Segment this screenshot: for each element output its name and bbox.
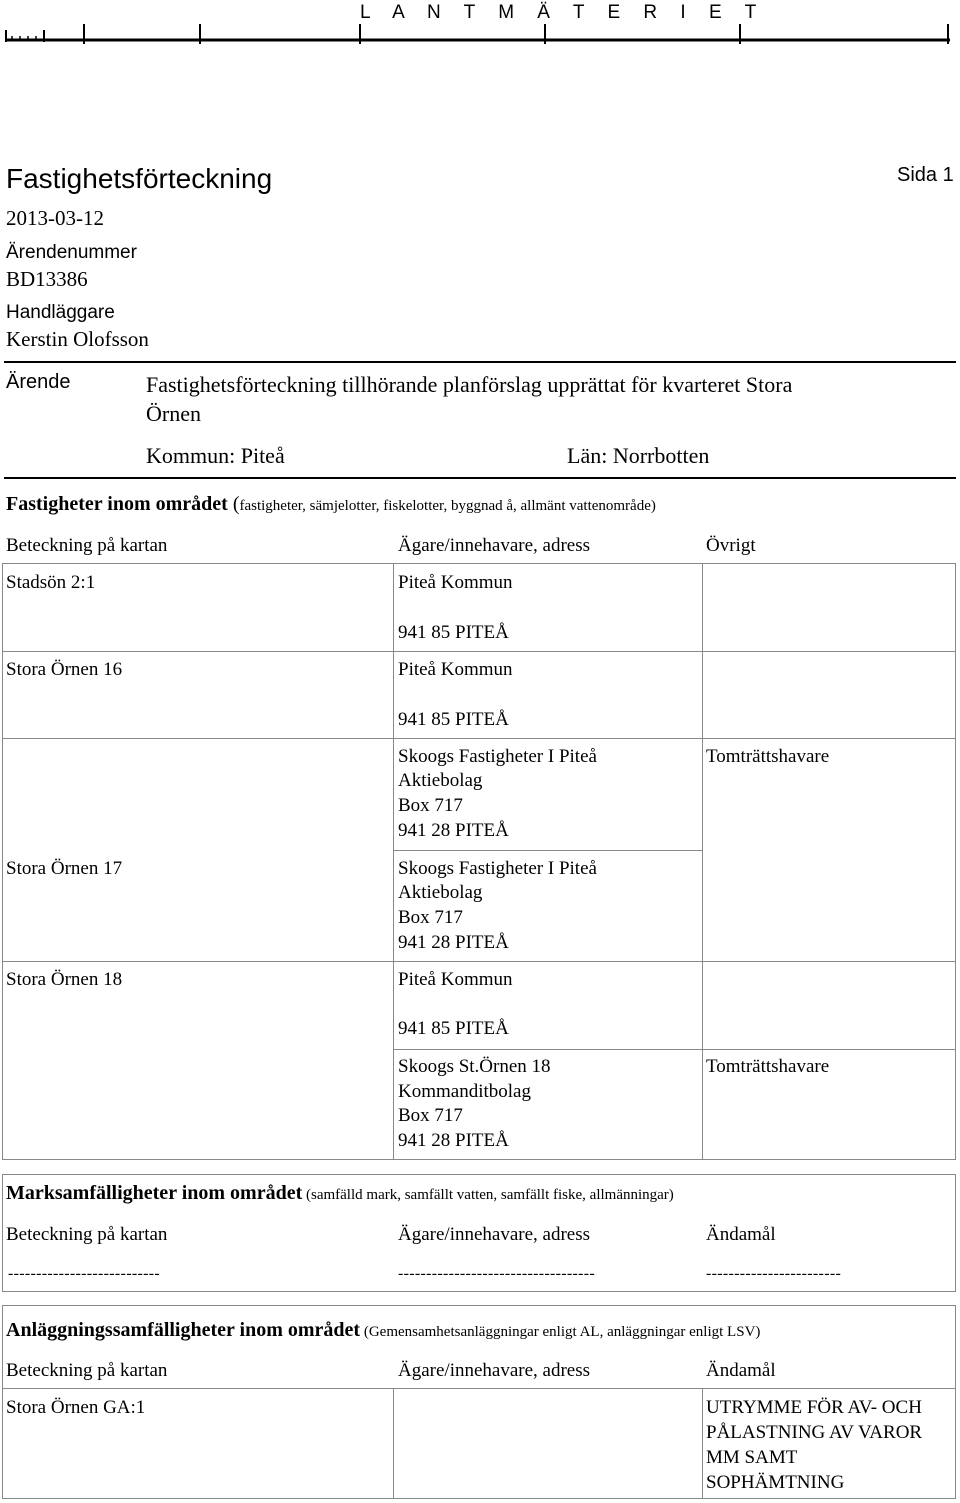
marksamfalligheter-heading-bold: Marksamfälligheter inom området [6, 1182, 303, 1204]
brand-ruler [0, 0, 960, 50]
fastigheter-heading-note: fastigheter, sämjelotter, fiskelotter, byggnad å, allmänt vattenområde) [239, 498, 656, 514]
anlaggning-heading-bold: Anläggningssamfälligheter inom området [6, 1319, 361, 1341]
owner-name: Skoogs Fastigheter I Piteå [398, 858, 597, 879]
owner-name: Piteå Kommun [398, 659, 513, 680]
andamal-line: MM SAMT [706, 1447, 798, 1468]
table-row-divider [2, 651, 956, 652]
table-col-divider [702, 1388, 703, 1499]
document-title: Fastighetsförteckning [6, 163, 273, 194]
table-row-divider [2, 738, 956, 739]
fastighet-beteckning: Stora Örnen 18 [6, 969, 123, 990]
table-col-divider [702, 563, 703, 1160]
handlaggare-label: Handläggare [6, 302, 115, 323]
marksamfalligheter-col-beteckning: Beteckning på kartan [6, 1224, 168, 1245]
table-col-divider [393, 563, 394, 1160]
marksamfalligheter-heading-note: (samfälld mark, samfällt vatten, samfällt fiske, allmänningar) [302, 1187, 674, 1203]
brand-wordmark: L A N T M Ä T E R I E T [360, 2, 766, 23]
owner-name-line2: Aktiebolag [398, 770, 483, 791]
owner-box: Box 717 [398, 795, 463, 816]
empty-placeholder: ----------------------------------- [398, 1265, 595, 1282]
anlaggning-heading [6, 1319, 760, 1342]
arendenummer-value: BD13386 [6, 267, 88, 291]
lan: Län: Norrbotten [567, 443, 710, 468]
arendenummer-label: Ärendenummer [6, 242, 137, 263]
andamal-line: UTRYMME FÖR AV- OCH [706, 1397, 922, 1418]
owner-name-line2: Aktiebolag [398, 882, 483, 903]
kommun: Kommun: Piteå [146, 443, 285, 468]
fastighet-beteckning: Stora Örnen 16 [6, 659, 123, 680]
owner-name-line2: Kommanditbolag [398, 1081, 531, 1102]
owner-address: 941 85 PITEÅ [398, 622, 509, 643]
andamal-line: SOPHÄMTNING [706, 1472, 845, 1493]
fastigheter-heading-paren: ( [227, 493, 240, 515]
arende-label: Ärende [6, 371, 71, 393]
fastigheter-heading-bold: Fastigheter inom området [6, 493, 228, 515]
fastighet-beteckning: Stora Örnen 17 [6, 858, 123, 879]
owner-name: Skoogs Fastigheter I Piteå [398, 746, 597, 767]
table-col-divider [393, 1388, 394, 1499]
arende-title-line1: Fastighetsförteckning tillhörande planförslag upprättat för kvarteret Stora [146, 372, 793, 397]
empty-placeholder: ------------------------ [706, 1265, 842, 1282]
page-number: Sida 1 [897, 164, 954, 186]
marksamfalligheter-heading [6, 1182, 674, 1205]
anlaggning-col-agare: Ägare/innehavare, adress [398, 1360, 591, 1381]
table-row-divider [2, 1388, 956, 1389]
owner-name: Skoogs St.Örnen 18 [398, 1056, 551, 1077]
fastighet-beteckning: Stadsön 2:1 [6, 572, 96, 593]
owner-address: 941 85 PITEÅ [398, 709, 509, 730]
owner-address: 941 28 PITEÅ [398, 932, 509, 953]
owner-address: 941 85 PITEÅ [398, 1018, 509, 1039]
table-row-divider [393, 1049, 956, 1050]
divider [4, 477, 956, 479]
owner-address: 941 28 PITEÅ [398, 820, 509, 841]
owner-box: Box 717 [398, 1105, 463, 1126]
anlaggning-heading-note: (Gemensamhetsanläggningar enligt AL, anläggningar enligt LSV) [360, 1324, 761, 1340]
table-row-divider [2, 961, 956, 962]
table-row-divider [393, 850, 702, 851]
fastigheter-col-beteckning: Beteckning på kartan [6, 535, 168, 556]
divider [4, 361, 956, 363]
fastigheter-heading [6, 493, 656, 516]
owner-name: Piteå Kommun [398, 572, 513, 593]
fastigheter-col-ovrigt: Övrigt [706, 535, 756, 556]
arende-title-line2: Örnen [146, 401, 201, 426]
ovrigt-value: Tomträttshavare [706, 1056, 830, 1077]
andamal-line: PÅLASTNING AV VAROR [706, 1422, 923, 1443]
owner-address: 941 28 PITEÅ [398, 1130, 509, 1151]
handlaggare-value: Kerstin Olofsson [6, 327, 149, 351]
empty-placeholder: --------------------------- [8, 1265, 160, 1282]
anlaggning-beteckning: Stora Örnen GA:1 [6, 1397, 146, 1418]
owner-name: Piteå Kommun [398, 969, 513, 990]
marksamfalligheter-col-andamal: Ändamål [706, 1224, 776, 1245]
fastigheter-col-agare: Ägare/innehavare, adress [398, 535, 591, 556]
owner-box: Box 717 [398, 907, 463, 928]
anlaggning-col-beteckning: Beteckning på kartan [6, 1360, 168, 1381]
anlaggning-col-andamal: Ändamål [706, 1360, 776, 1381]
ovrigt-value: Tomträttshavare [706, 746, 830, 767]
marksamfalligheter-col-agare: Ägare/innehavare, adress [398, 1224, 591, 1245]
document-date: 2013-03-12 [6, 206, 104, 230]
